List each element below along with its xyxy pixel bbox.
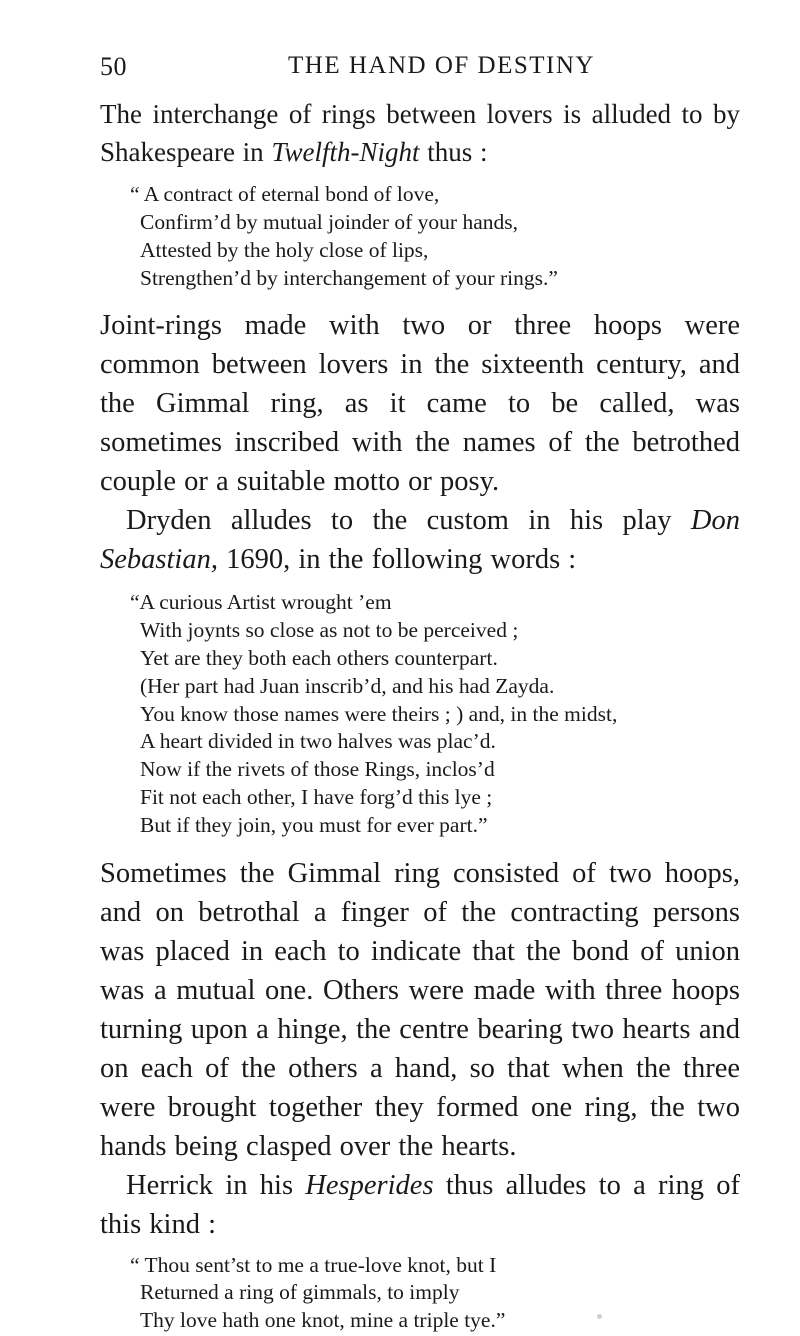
paragraph-text: Dryden alludes to the custom in his play — [126, 505, 691, 537]
paragraph-text: thus alludes to a ring of this kind : — [100, 1169, 740, 1240]
paragraph-text: The interchange of rings between lovers is alluded to by Shakespeare in — [100, 99, 740, 167]
paragraph-text: thus : — [419, 136, 488, 167]
verse-line: You know those names were theirs ; ) and, in the midst, — [140, 701, 618, 726]
page-header — [100, 52, 740, 92]
verse-line: “ A contract of eternal bond of love, — [130, 182, 440, 207]
verse-line: Strengthen’d by interchangement of your rings.” — [140, 265, 558, 290]
paragraph-dryden — [100, 501, 740, 579]
verse-line: Fit not each other, I have forg’d this lye ; — [140, 784, 493, 809]
paper-speck — [597, 1314, 602, 1319]
paragraph-shakespeare — [100, 96, 740, 171]
work-title-twelfth-night: Twelfth-Night — [271, 136, 420, 167]
page-number: 50 — [100, 52, 127, 81]
paragraph-text: Herrick in his — [126, 1169, 306, 1201]
verse-line: Returned a ring of gimmals, to imply — [140, 1280, 460, 1305]
work-title-don-sebastian: Don Sebastian, — [100, 505, 740, 576]
running-head: THE HAND OF DESTINY — [288, 52, 595, 79]
paragraph-gimmal-ring: Sometimes the Gimmal ring consisted of two hoops, and on betrothal a finger of the contracting persons was placed in each to indicate that the bond of union was a mutual one. Others were made with three hoops turning upon a hinge, the centre bearing two hearts and on each of the others a hand, so that when the three were brought together they formed one ring, the two hands being clasped over the hearts. — [100, 857, 740, 1162]
verse-line: Yet are they both each others counterpart. — [140, 645, 498, 670]
paragraph-joint-rings: Joint-rings made with two or three hoops were common between lovers in the sixteenth century, and the Gimmal ring, as it came to be called, was sometimes inscribed with the names of the betrothed couple or a suitable motto or posy. — [100, 310, 740, 498]
quote-hesperides — [100, 1252, 740, 1335]
quote-twelfth-night — [100, 181, 740, 292]
verse-line: “ Thou sent’st to me a true-love knot, but I — [130, 1252, 497, 1277]
verse-line: A heart divided in two halves was plac’d. — [140, 729, 496, 754]
work-title-hesperides: Hesperides — [305, 1169, 434, 1201]
verse-line: Attested by the holy close of lips, — [140, 237, 429, 262]
paragraph-herrick — [100, 1166, 740, 1244]
quote-don-sebastian — [100, 589, 740, 839]
verse-line: With joynts so close as not to be perceived ; — [140, 618, 519, 643]
paragraph-text: 1690, in the following words : — [217, 544, 577, 576]
verse-line: Confirm’d by mutual joinder of your hands, — [140, 209, 518, 234]
body-text — [100, 96, 740, 1335]
verse-line: Now if the rivets of those Rings, inclos’d — [140, 757, 495, 782]
verse-line: Thy love hath one knot, mine a triple tye.” — [140, 1308, 506, 1333]
verse-line: But if they join, you must for ever part.” — [140, 812, 488, 837]
verse-line: “A curious Artist wrought ’em — [130, 590, 392, 615]
verse-line: (Her part had Juan inscrib’d, and his had Zayda. — [140, 673, 555, 698]
